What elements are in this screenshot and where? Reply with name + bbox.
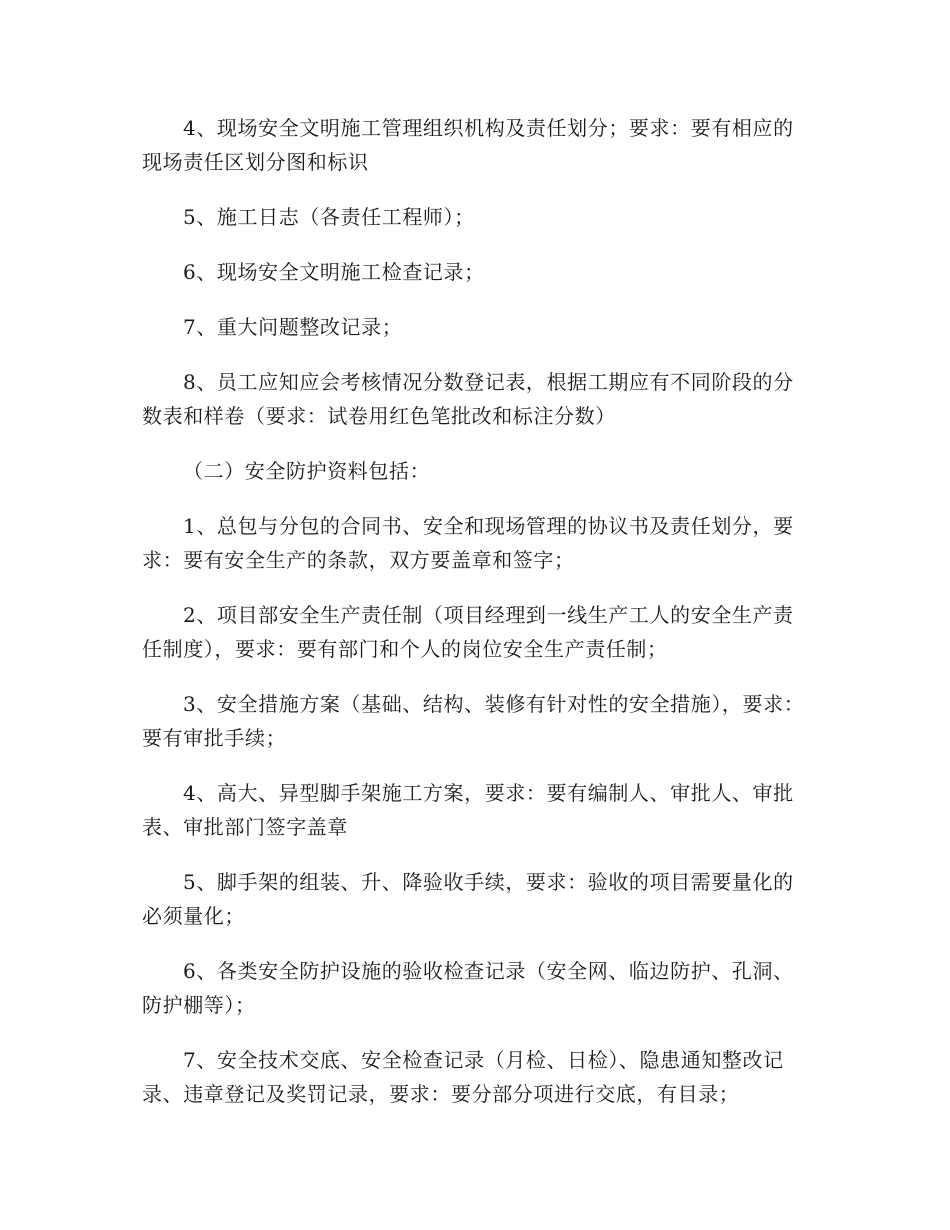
paragraph-scaffold-acceptance: 5、脚手架的组装、升、降验收手续，要求：验收的项目需要量化的必须量化； <box>142 870 794 928</box>
paragraph-protection-facility-inspection: 6、各类安全防护设施的验收检查记录（安全网、临边防护、孔洞、防护棚等）； <box>142 959 794 1017</box>
paragraph-construction-log: 5、施工日志（各责任工程师）； <box>183 205 475 229</box>
section-heading-safety-protection: （二）安全防护资料包括： <box>183 459 431 483</box>
paragraph-site-inspection-record: 6、现场安全文明施工检查记录； <box>183 260 485 284</box>
paragraph-scaffold-plan: 4、高大、异型脚手架施工方案，要求：要有编制人、审批人、审批表、审批部门签字盖章 <box>142 781 794 839</box>
document-body <box>142 111 810 1132</box>
paragraph-rectification-record: 7、重大问题整改记录； <box>183 315 403 339</box>
paragraph-responsibility-system: 2、项目部安全生产责任制（项目经理到一线生产工人的安全生产责任制度），要求：要有部门和个人的岗位安全生产责任制； <box>142 603 794 661</box>
paragraph-contracts-agreements: 1、总包与分包的合同书、安全和现场管理的协议书及责任划分，要求：要有安全生产的条款，双方要盖章和签字； <box>142 514 794 572</box>
paragraph-technical-briefing: 7、安全技术交底、安全检查记录（月检、日检）、隐患通知整改记录、违章登记及奖罚记录，要求：要分部分项进行交底，有目录； <box>142 1048 784 1106</box>
paragraph-staff-assessment: 8、员工应知应会考核情况分数登记表，根据工期应有不同阶段的分数表和样卷（要求：试卷用红色笔批改和标注分数） <box>142 370 794 428</box>
paragraph-site-safety-organization: 4、现场安全文明施工管理组织机构及责任划分；要求：要有相应的现场责任区划分图和标识 <box>142 116 794 174</box>
paragraph-safety-measures-plan: 3、安全措施方案（基础、结构、装修有针对性的安全措施），要求：要有审批手续； <box>142 692 805 750</box>
